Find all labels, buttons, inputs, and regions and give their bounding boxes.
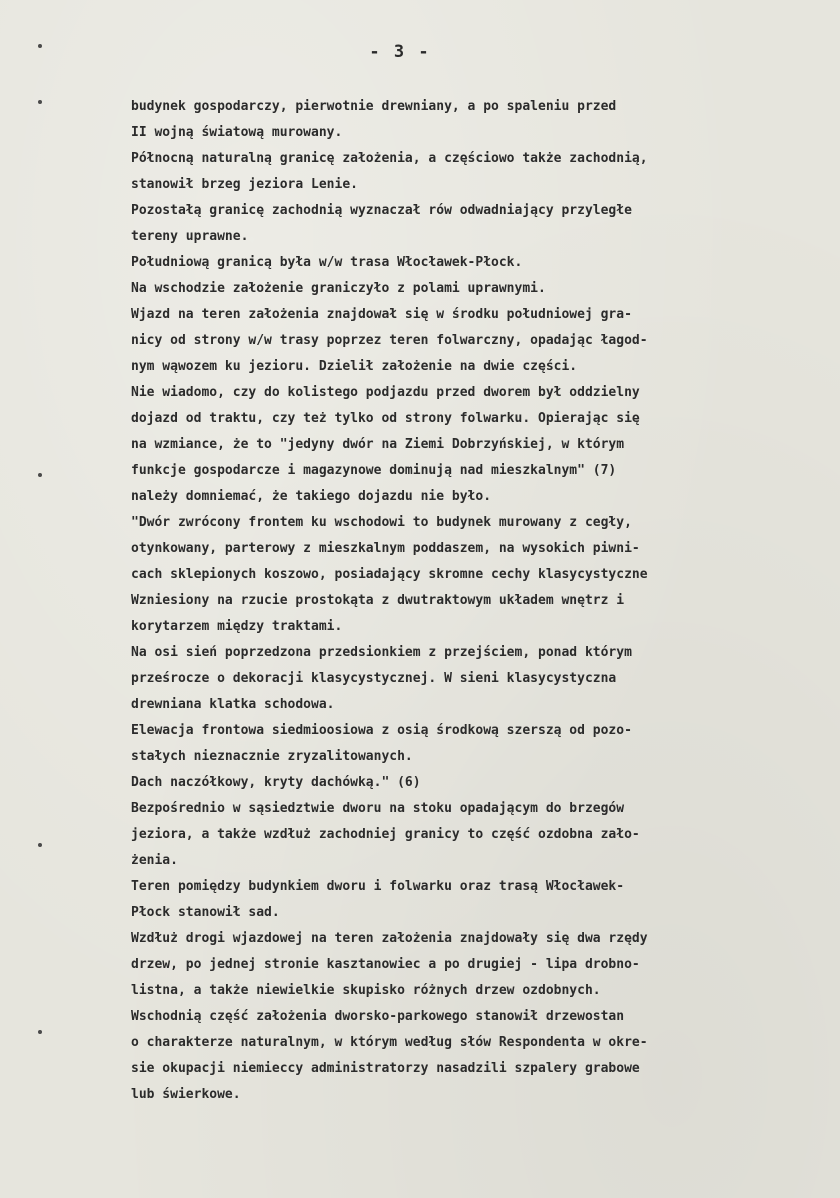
text-line: Wschodnią część założenia dworsko-parkowego stanowił drzewostan (131, 1009, 625, 1024)
text-line: nicy od strony w/w trasy poprzez teren folwarczny, opadając łagod- (131, 333, 648, 348)
text-line: Na osi sień poprzedzona przedsionkiem z przejściem, ponad którym (131, 645, 632, 660)
punch-hole-mark (38, 100, 42, 104)
text-line: drewniana klatka schodowa. (131, 697, 335, 712)
text-line: "Dwór zwrócony frontem ku wschodowi to budynek murowany z cegły, (131, 515, 632, 530)
text-line: korytarzem między traktami. (131, 619, 343, 634)
punch-hole-mark (38, 1030, 42, 1034)
text-line: jeziora, a także wzdłuż zachodniej granicy to część ozdobna zało- (131, 827, 640, 842)
text-line: Bezpośrednio w sąsiedztwie dworu na stoku opadającym do brzegów (131, 801, 625, 816)
text-line: II wojną światową murowany. (131, 125, 343, 140)
text-line: prześrocze o dekoracji klasycystycznej. W sieni klasycystyczna (131, 671, 617, 686)
text-line: Nie wiadomo, czy do kolistego podjazdu przed dworem był oddzielny (131, 385, 640, 400)
text-line: cach sklepionych koszowo, posiadający skromne cechy klasycystyczne (131, 567, 648, 582)
text-line: Pozostałą granicę zachodnią wyznaczał rów odwadniający przyległe (131, 203, 632, 218)
text-line: należy domniemać, że takiego dojazdu nie było. (131, 489, 492, 504)
text-line: funkcje gospodarcze i magazynowe dominują nad mieszkalnym" (7) (131, 463, 617, 478)
text-line: tereny uprawne. (131, 229, 249, 244)
text-line: Dach naczółkowy, kryty dachówką." (6) (131, 775, 421, 790)
text-line: lub świerkowe. (131, 1087, 241, 1102)
text-line: żenia. (131, 853, 178, 868)
text-line: stanowił brzeg jeziora Lenie. (131, 177, 358, 192)
text-line: o charakterze naturalnym, w którym według słów Respondenta w okre- (131, 1035, 648, 1050)
text-line: otynkowany, parterowy z mieszkalnym poddaszem, na wysokich piwni- (131, 541, 640, 556)
punch-hole-mark (38, 843, 42, 847)
text-line: Północną naturalną granicę założenia, a częściowo także zachodnią, (131, 151, 648, 166)
text-line: na wzmiance, że to "jedyny dwór na Ziemi Dobrzyńskiej, w którym (131, 437, 625, 452)
text-line: stałych nieznacznie zryzalitowanych. (131, 749, 413, 764)
text-line: listna, a także niewielkie skupisko różnych drzew ozdobnych. (131, 983, 601, 998)
text-line: budynek gospodarczy, pierwotnie drewniany, a po spaleniu przed (131, 99, 617, 114)
text-line: Elewacja frontowa siedmioosiowa z osią środkową szerszą od pozo- (131, 723, 632, 738)
text-line: Południową granicą była w/w trasa Włocławek-Płock. (131, 255, 523, 270)
text-line: Na wschodzie założenie graniczyło z polami uprawnymi. (131, 281, 546, 296)
text-line: dojazd od traktu, czy też tylko od strony folwarku. Opierając się (131, 411, 640, 426)
punch-hole-mark (38, 473, 42, 477)
page-number: - 3 - (369, 42, 431, 62)
text-line: Teren pomiędzy budynkiem dworu i folwarku oraz trasą Włocławek- (131, 879, 625, 894)
body-text (131, 94, 821, 1108)
text-line: sie okupacji niemieccy administratorzy nasadzili szpalery grabowe (131, 1061, 640, 1076)
text-line: Wzdłuż drogi wjazdowej na teren założenia znajdowały się dwa rzędy (131, 931, 648, 946)
text-line: Wjazd na teren założenia znajdował się w środku południowej gra- (131, 307, 632, 322)
text-line: drzew, po jednej stronie kasztanowiec a po drugiej - lipa drobno- (131, 957, 640, 972)
text-line: Wzniesiony na rzucie prostokąta z dwutraktowym układem wnętrz i (131, 593, 625, 608)
text-line: nym wąwozem ku jezioru. Dzielił założenie na dwie części. (131, 359, 578, 374)
text-line: Płock stanowił sad. (131, 905, 280, 920)
